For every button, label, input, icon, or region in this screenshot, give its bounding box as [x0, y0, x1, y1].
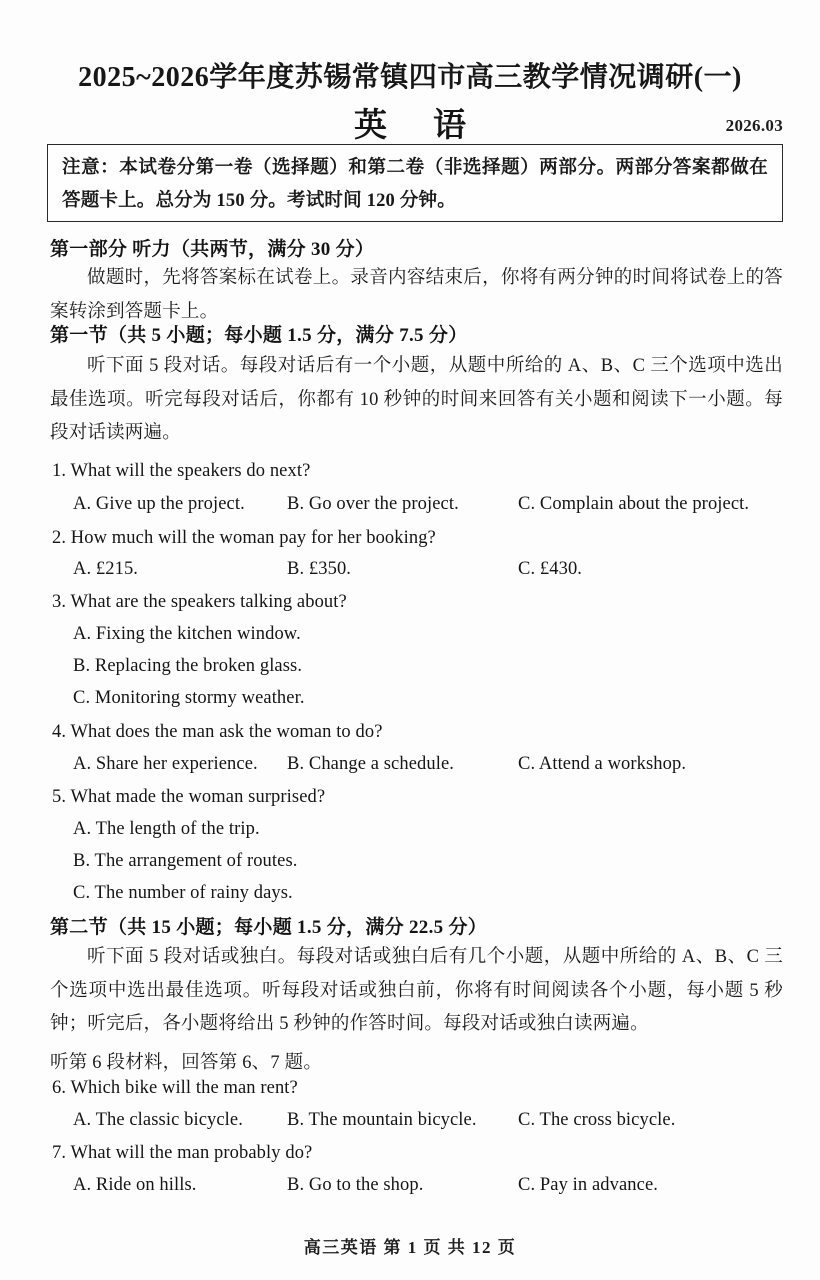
question-option-3-a [73, 624, 783, 650]
option-6-c[interactable]: C. The cross bicycle. [518, 1110, 676, 1130]
question-options-2 [73, 559, 783, 585]
option-5-c[interactable]: C. The number of rainy days. [73, 883, 293, 903]
option-1-b[interactable]: B. Go over the project. [287, 494, 459, 514]
option-4-b[interactable]: B. Change a schedule. [287, 754, 455, 774]
question-stem-5: 5. What made the woman surprised? [52, 787, 326, 807]
material-6-label: 听第 6 段材料，回答第 6、7 题。 [50, 1053, 323, 1073]
exam-date: 2026.03 [725, 116, 783, 135]
option-2-c[interactable]: C. £430. [518, 559, 583, 579]
question-stem-3: 3. What are the speakers talking about? [52, 592, 347, 612]
option-4-c[interactable]: C. Attend a workshop. [518, 754, 687, 774]
part-one-intro: 做题时，先将答案标在试卷上。录音内容结束后，你将有两分钟的时间将试卷上的答案转涂到答题卡上。 [50, 268, 783, 322]
option-6-a[interactable]: A. The classic bicycle. [73, 1110, 243, 1130]
option-3-a[interactable]: A. Fixing the kitchen window. [73, 624, 301, 644]
option-7-b[interactable]: B. Go to the shop. [287, 1175, 424, 1195]
option-3-b[interactable]: B. Replacing the broken glass. [73, 656, 303, 676]
question-options-7 [73, 1175, 783, 1201]
option-2-b[interactable]: B. £350. [287, 559, 352, 579]
section-one-heading: 第一节（共 5 小题；每小题 1.5 分，满分 7.5 分） [50, 325, 468, 346]
question-options-4 [73, 754, 783, 780]
option-5-b[interactable]: B. The arrangement of routes. [73, 851, 298, 871]
question-stem-4: 4. What does the man ask the woman to do? [52, 722, 383, 742]
question-option-5-a [73, 819, 783, 845]
page-title: 2025~2026学年度苏锡常镇四市高三教学情况调研(一) [78, 62, 742, 93]
option-6-b[interactable]: B. The mountain bicycle. [287, 1110, 477, 1130]
section-two-heading: 第二节（共 15 小题；每小题 1.5 分，满分 22.5 分） [50, 917, 488, 938]
question-option-3-c [73, 688, 783, 714]
option-5-a[interactable]: A. The length of the trip. [73, 819, 260, 839]
option-7-c[interactable]: C. Pay in advance. [518, 1175, 658, 1195]
section-one-intro: 听下面 5 段对话。每段对话后有一个小题，从题中所给的 A、B、C 三个选项中选出最佳选项。听完每段对话后，你都有 10 秒钟的时间来回答有关小题和阅读下一小题。每段对话读两遍。 [50, 356, 783, 443]
option-3-c[interactable]: C. Monitoring stormy weather. [73, 688, 305, 708]
notice-box [47, 144, 783, 222]
notice-text: 注意：本试卷分第一卷（选择题）和第二卷（非选择题）两部分。两部分答案都做在答题卡上。总分为 150 分。考试时间 120 分钟。 [62, 158, 768, 211]
option-1-a[interactable]: A. Give up the project. [73, 494, 245, 514]
question-option-5-b [73, 851, 783, 877]
question-option-3-b [73, 656, 783, 682]
option-4-a[interactable]: A. Share her experience. [73, 754, 258, 774]
question-stem-6: 6. Which bike will the man rent? [52, 1078, 298, 1098]
subject-title: 英语 [354, 108, 512, 144]
option-2-a[interactable]: A. £215. [73, 559, 139, 579]
option-7-a[interactable]: A. Ride on hills. [73, 1175, 197, 1195]
page-footer: 高三英语 第 1 页 共 12 页 [303, 1238, 517, 1257]
section-two-intro: 听下面 5 段对话或独白。每段对话或独白后有几个小题，从题中所给的 A、B、C 三个选项中选出最佳选项。听每段对话或独白前，你将有时间阅读各个小题，每小题 5 秒钟；听完后，各小题将给出 5 秒钟的作答时间。每段对话或独白读两遍。 [50, 947, 783, 1034]
question-option-5-c [73, 883, 783, 909]
question-options-1 [73, 494, 783, 520]
question-stem-1: 1. What will the speakers do next? [52, 461, 311, 481]
option-1-c[interactable]: C. Complain about the project. [518, 494, 750, 514]
question-options-6 [73, 1110, 783, 1136]
part-one-heading: 第一部分 听力（共两节，满分 30 分） [50, 239, 375, 260]
question-stem-2: 2. How much will the woman pay for her booking? [52, 528, 436, 548]
question-stem-7: 7. What will the man probably do? [52, 1143, 313, 1163]
